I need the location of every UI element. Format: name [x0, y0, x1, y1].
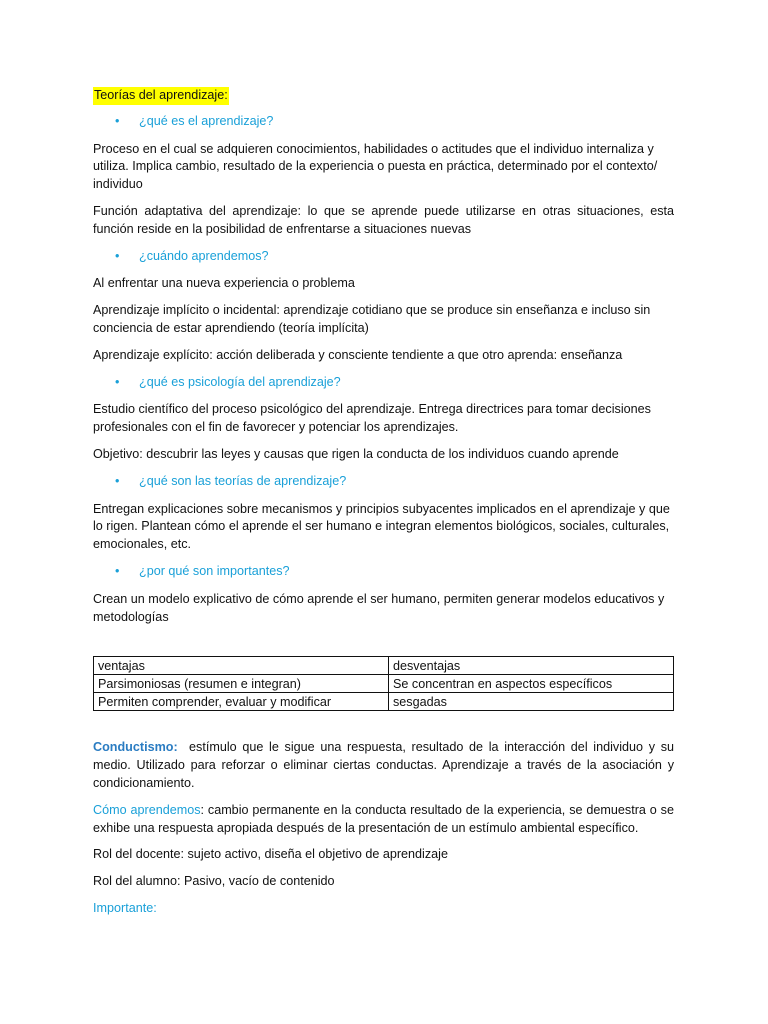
question-text: ¿qué es el aprendizaje? — [139, 113, 274, 128]
como-aprendemos-label: Cómo aprendemos — [93, 802, 201, 817]
bullet-icon: • — [115, 374, 120, 389]
table-cell: Parsimoniosas (resumen e integran) — [94, 675, 389, 693]
paragraph: Función adaptativa del aprendizaje: lo que se aprende puede utilizarse en otras situaciones, esta función reside en la posibilidad de enfrentarse a situaciones nuevas — [93, 203, 674, 236]
table-cell: sesgadas — [389, 693, 674, 711]
bullet-icon: • — [115, 473, 120, 488]
section-question — [93, 473, 674, 491]
bullet-icon: • — [115, 113, 120, 128]
question-text: ¿qué son las teorías de aprendizaje? — [139, 473, 347, 488]
bullet-icon: • — [115, 248, 120, 263]
table-cell: Permiten comprender, evaluar y modificar — [94, 693, 389, 711]
section-question — [93, 563, 674, 581]
paragraph: Aprendizaje implícito o incidental: aprendizaje cotidiano que se produce sin enseñanza e incluso sin conciencia de estar aprendiendo (teoría implícita) — [93, 303, 651, 335]
importante-heading: Importante: — [93, 900, 157, 915]
bullet-icon: • — [115, 563, 120, 578]
question-text: ¿por qué son importantes? — [139, 563, 290, 578]
table-row — [94, 675, 674, 693]
paragraph: Crean un modelo explicativo de cómo aprende el ser humano, permiten generar modelos educativos y metodologías — [93, 591, 665, 624]
section-question — [93, 374, 674, 392]
document-body — [93, 87, 674, 927]
table-cell: ventajas — [94, 657, 389, 675]
table-row — [94, 693, 674, 711]
question-text: ¿cuándo aprendemos? — [139, 248, 269, 263]
rol-alumno: Rol del alumno: Pasivo, vacío de contenido — [93, 874, 335, 889]
como-aprendemos-paragraph — [93, 802, 674, 838]
table-cell: desventajas — [389, 657, 674, 675]
section-question — [93, 113, 674, 131]
paragraph: Proceso en el cual se adquieren conocimientos, habilidades o actitudes que el individuo internaliza y utiliza. Implica cambio, resultado de la experiencia o puesta en práctica, determinado por el contexto/ individuo — [93, 141, 658, 192]
comparison-table — [93, 656, 674, 711]
question-text: ¿qué es psicología del aprendizaje? — [139, 374, 341, 389]
conductismo-label: Conductismo: — [93, 740, 178, 755]
conductismo-paragraph — [93, 739, 674, 792]
section-question — [93, 248, 674, 266]
document-title: Teorías del aprendizaje: — [93, 87, 229, 105]
como-aprendemos-text: : cambio permanente en la conducta resultado de la experiencia, se demuestra o se exhibe una respuesta apropiada después de la presentación de un estímulo ambiental específico. — [93, 802, 674, 835]
paragraph: Aprendizaje explícito: acción deliberada y consciente tendiente a que otro aprenda: enseñanza — [93, 347, 623, 362]
table-cell: Se concentran en aspectos específicos — [389, 675, 674, 693]
rol-docente: Rol del docente: sujeto activo, diseña el objetivo de aprendizaje — [93, 847, 448, 862]
paragraph: Entregan explicaciones sobre mecanismos y principios subyacentes implicados en el aprendizaje y que lo rigen. Plantean cómo el aprende el ser humano e integran elementos biológicos, sociales, culturales, emocionales, etc. — [93, 501, 670, 552]
paragraph: Estudio científico del proceso psicológico del aprendizaje. Entrega directrices para tomar decisiones profesionales con el fin de favorecer y potenciar los aprendizajes. — [93, 402, 651, 435]
table-header-row — [94, 657, 674, 675]
conductismo-text: estímulo que le sigue una respuesta, resultado de la interacción del individuo y su medio. Utilizado para reforzar o eliminar ciertas conductas. Aprendizaje a través de la asociación y condicionamiento. — [93, 740, 674, 790]
paragraph: Al enfrentar una nueva experiencia o problema — [93, 276, 355, 291]
paragraph: Objetivo: descubrir las leyes y causas que rigen la conducta de los individuos cuando aprende — [93, 446, 619, 461]
